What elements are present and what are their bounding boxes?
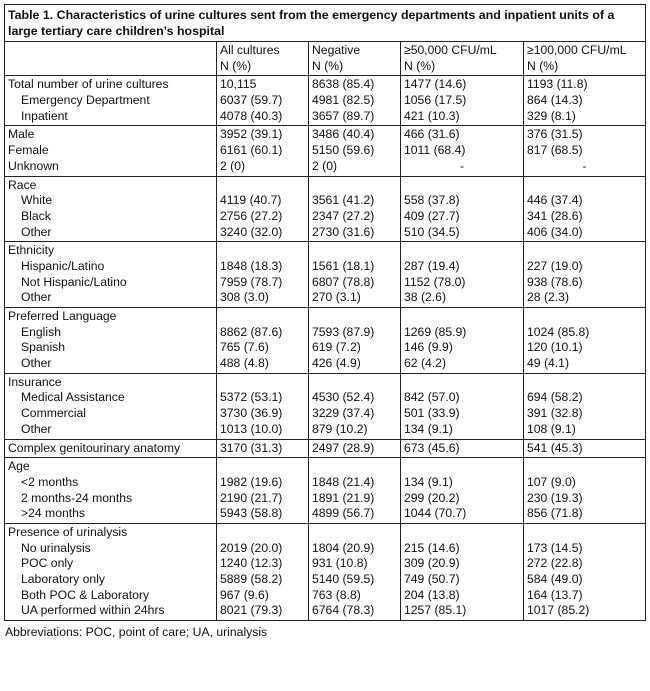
cell-value: 2497 (28.9) bbox=[312, 440, 375, 455]
row-labels-cell bbox=[5, 176, 217, 242]
cell-value: 1891 (21.9) bbox=[312, 490, 375, 505]
cell-value: 1011 (68.4) bbox=[404, 143, 466, 158]
cell-value bbox=[404, 375, 520, 391]
values-cell bbox=[401, 176, 524, 242]
cell-value: 1269 (85.9) bbox=[404, 324, 467, 339]
row-label: Total number of urine cultures bbox=[8, 77, 169, 92]
cell-value: 8862 (87.6) bbox=[220, 324, 283, 339]
cell-value: 230 (19.3) bbox=[527, 490, 583, 505]
cell-value: 270 (3.1) bbox=[312, 290, 361, 305]
cell-value: 1240 (12.3) bbox=[220, 556, 283, 571]
cell-value: 341 (28.6) bbox=[527, 208, 583, 223]
cell-value: 3952 (39.1) bbox=[220, 127, 283, 142]
cell-value: - bbox=[459, 158, 465, 173]
cell-value bbox=[312, 178, 397, 194]
cell-value bbox=[220, 243, 305, 259]
values-cell bbox=[524, 176, 646, 242]
cell-value: 5150 (59.6) bbox=[312, 143, 375, 158]
cell-value bbox=[220, 178, 305, 194]
header-cell-negative bbox=[309, 42, 401, 76]
cell-value: 3240 (32.0) bbox=[220, 224, 283, 239]
row-label: Age bbox=[8, 459, 30, 474]
cell-value: 3486 (40.4) bbox=[312, 127, 375, 142]
cell-value: 62 (4.2) bbox=[404, 356, 447, 371]
sub-row-label: Black bbox=[21, 208, 51, 223]
cell-value: 1848 (21.4) bbox=[312, 474, 375, 489]
cell-value bbox=[220, 375, 305, 391]
cell-value: 4899 (56.7) bbox=[312, 506, 375, 521]
cell-value: 272 (22.8) bbox=[527, 556, 583, 571]
cell-value: 409 (27.7) bbox=[404, 208, 460, 223]
cell-value: 931 (10.8) bbox=[312, 556, 368, 571]
cell-value bbox=[527, 375, 642, 391]
cell-value: 673 (45.6) bbox=[404, 440, 460, 455]
sub-row-label: UA performed within 24hrs bbox=[21, 603, 165, 618]
row-label: Preferred Language bbox=[8, 309, 117, 324]
row-label: Complex genitourinary anatomy bbox=[8, 440, 181, 455]
cell-value: 308 (3.0) bbox=[220, 290, 269, 305]
cell-value: - bbox=[582, 158, 587, 173]
cell-value: 5372 (53.1) bbox=[220, 390, 283, 405]
cell-value: 1193 (11.8) bbox=[527, 77, 588, 92]
table-caption: Table 1. Characteristics of urine cultures sent from the emergency departments and inpatient units of a large tertiary care children’s hospital bbox=[5, 5, 646, 42]
values-cell bbox=[524, 523, 646, 620]
cell-value: 4981 (82.5) bbox=[312, 93, 375, 108]
sub-row-label: Not Hispanic/Latino bbox=[21, 274, 127, 289]
cell-value bbox=[404, 525, 520, 541]
sub-row-label: Medical Assistance bbox=[21, 390, 125, 405]
cell-value bbox=[220, 309, 305, 325]
cell-value: 1044 (70.7) bbox=[404, 506, 467, 521]
header-title: ≥50,000 CFU/mL bbox=[404, 43, 497, 57]
values-cell bbox=[217, 126, 309, 176]
sub-row-label: Other bbox=[21, 290, 52, 305]
cell-value: 1152 (78.0) bbox=[404, 274, 466, 289]
group-row-language bbox=[5, 308, 646, 374]
cell-value: 763 (8.8) bbox=[312, 587, 361, 602]
cell-value: 1804 (20.9) bbox=[312, 540, 375, 555]
cell-value: 227 (19.0) bbox=[527, 258, 583, 273]
caption-row bbox=[5, 5, 646, 42]
cell-value: 107 (9.0) bbox=[527, 474, 576, 489]
cell-value bbox=[404, 243, 520, 259]
sub-row-label: >24 months bbox=[21, 506, 86, 521]
cell-value: 466 (31.6) bbox=[404, 127, 460, 142]
group-row-sex bbox=[5, 126, 646, 176]
values-cell bbox=[217, 242, 309, 308]
cell-value: 5889 (58.2) bbox=[220, 572, 283, 587]
values-cell bbox=[309, 458, 401, 524]
sub-row-label: English bbox=[21, 324, 61, 339]
values-cell bbox=[217, 523, 309, 620]
values-cell bbox=[217, 439, 309, 458]
row-label: Male bbox=[8, 127, 35, 142]
cell-value bbox=[404, 309, 520, 325]
row-label: Insurance bbox=[8, 374, 62, 389]
cell-value: 120 (10.1) bbox=[527, 340, 583, 355]
cell-value: 1477 (14.6) bbox=[404, 77, 467, 92]
row-label: Presence of urinalysis bbox=[8, 524, 128, 539]
cell-value bbox=[404, 178, 520, 194]
cell-value bbox=[312, 375, 397, 391]
values-cell bbox=[401, 76, 524, 126]
cell-value: 2347 (27.2) bbox=[312, 208, 375, 223]
sub-row-label: Hispanic/Latino bbox=[21, 258, 105, 273]
cell-value: 49 (4.1) bbox=[527, 356, 570, 371]
values-cell bbox=[524, 242, 646, 308]
values-cell bbox=[401, 458, 524, 524]
values-cell bbox=[401, 439, 524, 458]
cell-value: 134 (9.1) bbox=[404, 421, 453, 436]
cell-value: 391 (32.8) bbox=[527, 406, 583, 421]
group-row-urinalysis bbox=[5, 523, 646, 620]
cell-value bbox=[527, 525, 642, 541]
cell-value: 146 (9.9) bbox=[404, 340, 453, 355]
group-row-total bbox=[5, 76, 646, 126]
cell-value bbox=[312, 459, 397, 475]
values-cell bbox=[524, 373, 646, 439]
values-cell bbox=[401, 523, 524, 620]
cell-value bbox=[312, 243, 397, 259]
cell-value: 3229 (37.4) bbox=[312, 406, 375, 421]
cell-value: 6807 (78.8) bbox=[312, 274, 375, 289]
cell-value: 173 (14.5) bbox=[527, 540, 583, 555]
values-cell bbox=[401, 242, 524, 308]
row-label: Ethnicity bbox=[8, 243, 55, 258]
cell-value: 817 (68.5) bbox=[527, 143, 583, 158]
cell-value: 5943 (58.8) bbox=[220, 506, 283, 521]
cell-value: 6161 (60.1) bbox=[220, 143, 283, 158]
row-labels-cell bbox=[5, 308, 217, 374]
values-cell bbox=[524, 458, 646, 524]
cell-value: 4078 (40.3) bbox=[220, 108, 283, 123]
cell-value: 501 (33.9) bbox=[404, 406, 460, 421]
cell-value: 8021 (79.3) bbox=[220, 603, 283, 618]
cell-value: 376 (31.5) bbox=[527, 127, 583, 142]
cell-value: 1561 (18.1) bbox=[312, 258, 375, 273]
values-cell bbox=[524, 76, 646, 126]
header-title: All cultures bbox=[220, 43, 280, 57]
cell-value: 749 (50.7) bbox=[404, 572, 460, 587]
sub-row-label: Laboratory only bbox=[21, 572, 106, 587]
cell-value: 3730 (36.9) bbox=[220, 406, 283, 421]
row-labels-cell bbox=[5, 373, 217, 439]
row-labels-cell bbox=[5, 76, 217, 126]
cell-value bbox=[404, 459, 520, 475]
cell-value: 309 (20.9) bbox=[404, 556, 460, 571]
cell-value: 2 (0) bbox=[312, 158, 338, 173]
cell-value: 3657 (89.7) bbox=[312, 108, 375, 123]
cell-value: 7593 (87.9) bbox=[312, 324, 375, 339]
cell-value bbox=[312, 309, 397, 325]
values-cell bbox=[309, 439, 401, 458]
cell-value: 7959 (78.7) bbox=[220, 274, 283, 289]
row-labels-cell bbox=[5, 126, 217, 176]
values-cell bbox=[401, 308, 524, 374]
cell-value bbox=[312, 525, 397, 541]
cell-value: 2 (0) bbox=[220, 158, 246, 173]
values-cell bbox=[217, 76, 309, 126]
values-cell bbox=[524, 308, 646, 374]
row-labels-cell bbox=[5, 439, 217, 458]
cell-value: 204 (13.8) bbox=[404, 587, 460, 602]
sub-row-label: No urinalysis bbox=[21, 540, 91, 555]
header-cell-100000 bbox=[524, 42, 646, 76]
cell-value: 765 (7.6) bbox=[220, 340, 269, 355]
cell-value: 426 (4.9) bbox=[312, 356, 361, 371]
cell-value: 558 (37.8) bbox=[404, 193, 460, 208]
cell-value: 38 (2.6) bbox=[404, 290, 447, 305]
cell-value: 1024 (85.8) bbox=[527, 324, 590, 339]
cell-value: 6037 (59.7) bbox=[220, 93, 283, 108]
cell-value: 541 (45.3) bbox=[527, 440, 583, 455]
cell-value: 28 (2.3) bbox=[527, 290, 570, 305]
cell-value: 619 (7.2) bbox=[312, 340, 361, 355]
cell-value: 1017 (85.2) bbox=[527, 603, 590, 618]
cell-value: 164 (13.7) bbox=[527, 587, 583, 602]
header-unit: N (%) bbox=[312, 58, 344, 73]
sub-row-label: Emergency Department bbox=[21, 93, 150, 108]
sub-row-label: White bbox=[21, 193, 53, 208]
header-cell-empty bbox=[5, 42, 217, 76]
cell-value: 1982 (19.6) bbox=[220, 474, 283, 489]
group-row-ethnicity bbox=[5, 242, 646, 308]
sub-row-label: Spanish bbox=[21, 340, 66, 355]
values-cell bbox=[401, 126, 524, 176]
cell-value: 287 (19.4) bbox=[404, 258, 460, 273]
row-labels-cell bbox=[5, 242, 217, 308]
cell-value: 2190 (21.7) bbox=[220, 490, 283, 505]
header-unit: N (%) bbox=[527, 58, 559, 73]
values-cell bbox=[217, 176, 309, 242]
cell-value bbox=[527, 243, 642, 259]
cell-value: 2756 (27.2) bbox=[220, 208, 283, 223]
row-labels-cell bbox=[5, 523, 217, 620]
cell-value: 299 (20.2) bbox=[404, 490, 460, 505]
header-cell-all-cultures bbox=[217, 42, 309, 76]
cell-value: 406 (34.0) bbox=[527, 224, 583, 239]
cell-value: 421 (10.3) bbox=[404, 108, 460, 123]
values-cell bbox=[401, 373, 524, 439]
cell-value: 694 (58.2) bbox=[527, 390, 583, 405]
characteristics-table bbox=[4, 4, 646, 621]
cell-value: 5140 (59.5) bbox=[312, 572, 375, 587]
cell-value: 2730 (31.6) bbox=[312, 224, 375, 239]
header-cell-50000 bbox=[401, 42, 524, 76]
row-label: Unknown bbox=[8, 158, 59, 173]
cell-value: 4119 (40.7) bbox=[220, 193, 282, 208]
cell-value: 488 (4.8) bbox=[220, 356, 269, 371]
table-footnote: Abbreviations: POC, point of care; UA, urinalysis bbox=[5, 625, 268, 640]
cell-value: 108 (9.1) bbox=[527, 421, 576, 436]
cell-value: 8638 (85.4) bbox=[312, 77, 375, 92]
sub-row-label: <2 months bbox=[21, 474, 79, 489]
cell-value: 856 (71.8) bbox=[527, 506, 583, 521]
group-row-race bbox=[5, 176, 646, 242]
values-cell bbox=[309, 176, 401, 242]
cell-value: 215 (14.6) bbox=[404, 540, 460, 555]
cell-value: 1257 (85.1) bbox=[404, 603, 467, 618]
cell-value: 10,115 bbox=[220, 77, 257, 92]
cell-value: 329 (8.1) bbox=[527, 108, 576, 123]
cell-value: 967 (9.6) bbox=[220, 587, 269, 602]
values-cell bbox=[309, 523, 401, 620]
cell-value: 938 (78.6) bbox=[527, 274, 583, 289]
cell-value: 864 (14.3) bbox=[527, 93, 583, 108]
values-cell bbox=[309, 76, 401, 126]
values-cell bbox=[217, 458, 309, 524]
group-row-anatomy bbox=[5, 439, 646, 458]
values-cell bbox=[217, 308, 309, 374]
values-cell bbox=[309, 373, 401, 439]
cell-value: 6764 (78.3) bbox=[312, 603, 375, 618]
sub-row-label: Inpatient bbox=[21, 108, 68, 123]
sub-row-label: Both POC & Laboratory bbox=[21, 587, 150, 602]
cell-value bbox=[220, 459, 305, 475]
group-row-age bbox=[5, 458, 646, 524]
cell-value: 134 (9.1) bbox=[404, 474, 453, 489]
header-title: ≥100,000 CFU/mL bbox=[527, 43, 627, 57]
cell-value: 1848 (18.3) bbox=[220, 258, 283, 273]
cell-value: 446 (37.4) bbox=[527, 193, 583, 208]
sub-row-label: Commercial bbox=[21, 406, 87, 421]
cell-value: 3561 (41.2) bbox=[312, 193, 375, 208]
values-cell bbox=[524, 439, 646, 458]
sub-row-label: Other bbox=[21, 356, 52, 371]
values-cell bbox=[309, 242, 401, 308]
values-cell bbox=[309, 126, 401, 176]
cell-value bbox=[527, 459, 642, 475]
header-unit: N (%) bbox=[404, 58, 436, 73]
header-unit: N (%) bbox=[220, 58, 252, 73]
sub-row-label: 2 months-24 months bbox=[21, 490, 133, 505]
cell-value: 3170 (31.3) bbox=[220, 440, 283, 455]
cell-value: 584 (49.0) bbox=[527, 572, 583, 587]
header-row bbox=[5, 42, 646, 76]
group-row-insurance bbox=[5, 373, 646, 439]
row-label: Female bbox=[8, 143, 49, 158]
cell-value: 2019 (20.0) bbox=[220, 540, 283, 555]
cell-value bbox=[527, 178, 642, 194]
row-label: Race bbox=[8, 177, 37, 192]
row-labels-cell bbox=[5, 458, 217, 524]
sub-row-label: POC only bbox=[21, 556, 74, 571]
values-cell bbox=[309, 308, 401, 374]
cell-value: 1013 (10.0) bbox=[220, 421, 283, 436]
cell-value: 510 (34.5) bbox=[404, 224, 460, 239]
cell-value bbox=[527, 309, 642, 325]
cell-value bbox=[220, 525, 305, 541]
header-title: Negative bbox=[312, 43, 361, 57]
values-cell bbox=[217, 373, 309, 439]
cell-value: 879 (10.2) bbox=[312, 421, 368, 436]
sub-row-label: Other bbox=[21, 224, 52, 239]
values-cell bbox=[524, 126, 646, 176]
sub-row-label: Other bbox=[21, 421, 52, 436]
cell-value: 1056 (17.5) bbox=[404, 93, 467, 108]
cell-value: 4530 (52.4) bbox=[312, 390, 375, 405]
cell-value: 842 (57.0) bbox=[404, 390, 460, 405]
